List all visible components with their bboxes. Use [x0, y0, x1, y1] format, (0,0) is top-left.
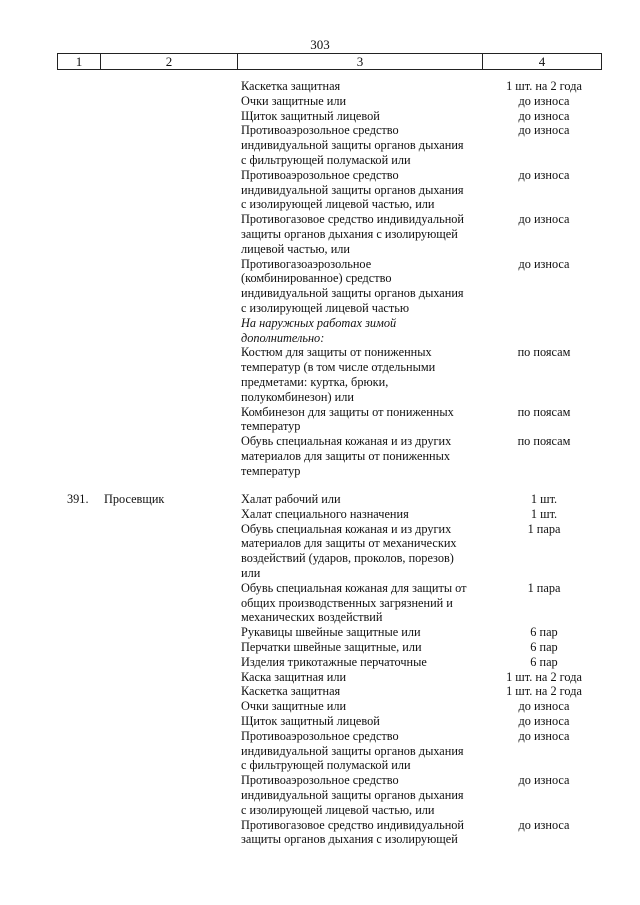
table-row — [0, 434, 640, 478]
protective-item: Комбинезон для защиты от пониженных температур — [241, 404, 454, 434]
issue-norm: 6 пар — [530, 654, 558, 669]
protective-item: Рукавицы швейные защитные или — [241, 625, 421, 640]
issue-norm: до износа — [518, 713, 570, 728]
table-row — [0, 507, 640, 522]
issue-norm: 1 шт. на 2 года — [506, 669, 582, 684]
issue-norm: 1 шт. на 2 года — [506, 684, 582, 699]
table-row — [0, 212, 640, 256]
table-row — [0, 699, 640, 714]
protective-item: Щиток защитный лицевой — [241, 713, 380, 728]
protective-item: Изделия трикотажные перчаточные — [241, 654, 427, 669]
table-row — [0, 581, 640, 625]
issue-norm: до износа — [518, 773, 570, 788]
issue-norm: до износа — [518, 108, 570, 123]
issue-norm: до износа — [518, 699, 570, 714]
issue-norm: 1 шт. — [530, 492, 558, 506]
issue-norm: 6 пар — [530, 639, 558, 654]
profession-391 — [0, 492, 640, 847]
protective-item: Противогазоаэрозольное (комбинированное) средство индивидуальной защиты органов дыхания с изолирующей лицевой частью — [241, 256, 464, 315]
issue-norm: по поясам — [517, 404, 571, 419]
protective-item: Противоаэрозольное средство индивидуальной защиты органов дыхания с фильтрующей полумаской или — [241, 728, 464, 773]
issue-norm: до износа — [518, 817, 570, 832]
table-row — [0, 640, 640, 655]
header-col-2: 2 — [101, 54, 238, 69]
issue-norm: 1 шт. на 2 года — [506, 79, 582, 93]
table-row — [0, 257, 640, 316]
table-row — [0, 345, 640, 404]
profession-number: 391. — [67, 492, 89, 506]
issue-norm: 1 шт. — [530, 506, 558, 521]
header-col-1: 1 — [58, 54, 101, 69]
table-row — [0, 109, 640, 124]
table-row — [0, 729, 640, 773]
protective-item: Каска защитная или — [241, 669, 347, 684]
issue-norm: 1 пара — [527, 580, 561, 595]
table-row — [0, 522, 640, 581]
protective-item: Обувь специальная кожаная и из других материалов для защиты от пониженных температур — [241, 434, 452, 478]
table-row — [0, 79, 640, 94]
table-row — [0, 655, 640, 670]
protective-item: Противоаэрозольное средство индивидуальной защиты органов дыхания с фильтрующей полумаской или — [241, 123, 464, 167]
header-col-4: 4 — [538, 54, 546, 69]
protective-item: Обувь специальная кожаная для защиты от общих производственных загрязнений и механических воздействий — [241, 580, 467, 625]
table-row — [0, 94, 640, 109]
table-row — [0, 316, 640, 346]
issue-norm: 6 пар — [530, 625, 558, 640]
issue-norm: до износа — [518, 256, 570, 271]
protective-item: Халат рабочий или — [241, 492, 341, 506]
protective-item: Костюм для защиты от пониженных температур (в том числе отдельными предметами: куртка, брюки, полукомбинезон) или — [241, 345, 436, 404]
issue-norm: до износа — [518, 167, 570, 182]
protective-item: Очки защитные или — [241, 93, 347, 108]
protective-item: Противоаэрозольное средство индивидуальной защиты органов дыхания с изолирующей лицевой частью, или — [241, 773, 464, 817]
protective-item: Щиток защитный лицевой — [241, 108, 380, 123]
profession-name: Просевщик — [104, 492, 165, 506]
continued-items — [0, 79, 640, 479]
table-row — [0, 714, 640, 729]
protective-item: На наружных работах зимой дополнительно: — [241, 315, 397, 345]
protective-item: Обувь специальная кожаная и из других материалов для защиты от механических воздействий (ударов, проколов, порезов) или — [241, 521, 457, 580]
table-row — [0, 405, 640, 435]
profession-items — [0, 492, 640, 847]
issue-norm: по поясам — [517, 434, 571, 449]
issue-norm: до износа — [518, 212, 570, 227]
protective-item: Халат специального назначения — [241, 506, 409, 521]
issue-norm: до износа — [518, 123, 570, 138]
table-row — [0, 684, 640, 699]
protective-item: Каскетка защитная — [241, 684, 341, 699]
table-row — [0, 168, 640, 212]
issue-norm: по поясам — [517, 345, 571, 360]
protective-item: Противогазовое средство индивидуальной защиты органов дыхания с изолирующей — [241, 817, 465, 847]
table-row — [0, 818, 640, 848]
table-row — [0, 773, 640, 817]
header-col-3: 3 — [238, 54, 483, 69]
table-row — [0, 492, 640, 507]
table-row — [0, 123, 640, 167]
issue-norm: до износа — [518, 93, 570, 108]
protective-item: Противоаэрозольное средство индивидуальной защиты органов дыхания с изолирующей лицевой частью, или — [241, 167, 464, 212]
issue-norm: 1 пара — [527, 521, 561, 536]
page-number: 303 — [310, 37, 330, 52]
table-row — [0, 670, 640, 685]
protective-item: Каскетка защитная — [241, 79, 341, 93]
issue-norm: до износа — [518, 728, 570, 743]
protective-item: Очки защитные или — [241, 699, 347, 714]
protective-item: Противогазовое средство индивидуальной защиты органов дыхания с изолирующей лицевой частью, или — [241, 212, 465, 256]
protective-item: Перчатки швейные защитные, или — [241, 639, 422, 654]
table-header — [57, 53, 602, 70]
table-row — [0, 625, 640, 640]
